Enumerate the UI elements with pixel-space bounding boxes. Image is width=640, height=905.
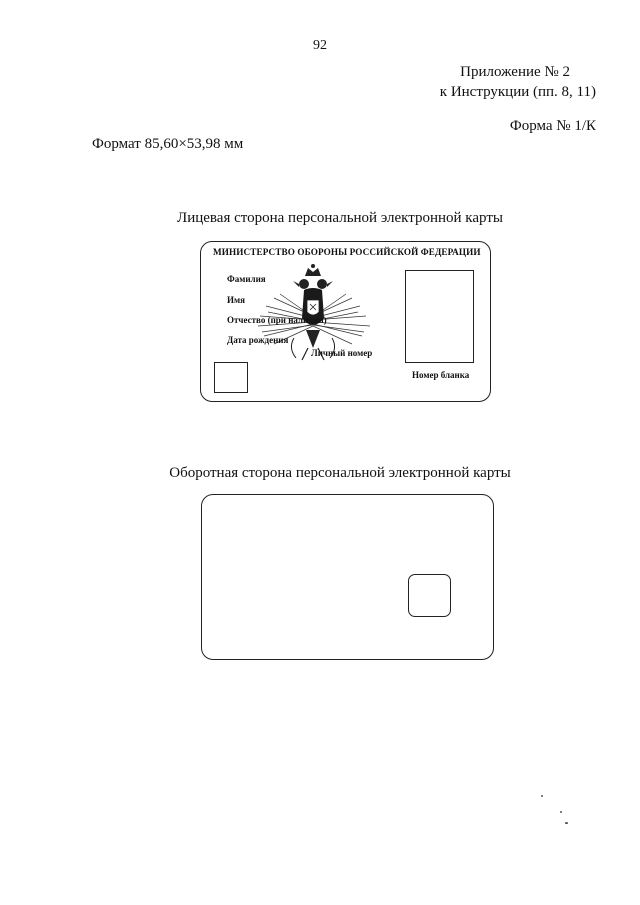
birth-date-label: Дата рождения xyxy=(227,335,289,345)
scan-speck xyxy=(565,822,568,824)
photo-placeholder xyxy=(405,270,474,363)
back-card xyxy=(201,494,494,660)
scan-speck xyxy=(560,811,562,813)
blank-number-label: Номер бланка xyxy=(412,370,470,380)
front-card xyxy=(200,241,491,402)
surname-label: Фамилия xyxy=(227,274,266,284)
patronymic-label: Отчество (при наличии) xyxy=(227,315,327,325)
scan-speck xyxy=(541,795,543,797)
back-side-title: Оборотная сторона персональной электронной карты xyxy=(169,465,511,481)
appendix-reference: к Инструкции (пп. 8, 11) xyxy=(439,84,596,100)
card-format: Формат 85,60×53,98 мм xyxy=(92,136,244,152)
name-label: Имя xyxy=(227,295,245,305)
card-header: МИНИСТЕРСТВО ОБОРОНЫ РОССИЙСКОЙ ФЕДЕРАЦИИ xyxy=(213,247,481,257)
appendix-title: Приложение № 2 xyxy=(460,64,570,80)
form-number: Форма № 1/К xyxy=(509,118,596,134)
chip-icon xyxy=(214,362,248,393)
page-number: 92 xyxy=(313,38,327,53)
front-side-title: Лицевая сторона персональной электронной карты xyxy=(177,210,503,226)
personal-number-label: Личный номер xyxy=(311,348,373,358)
chip-icon xyxy=(408,574,451,617)
